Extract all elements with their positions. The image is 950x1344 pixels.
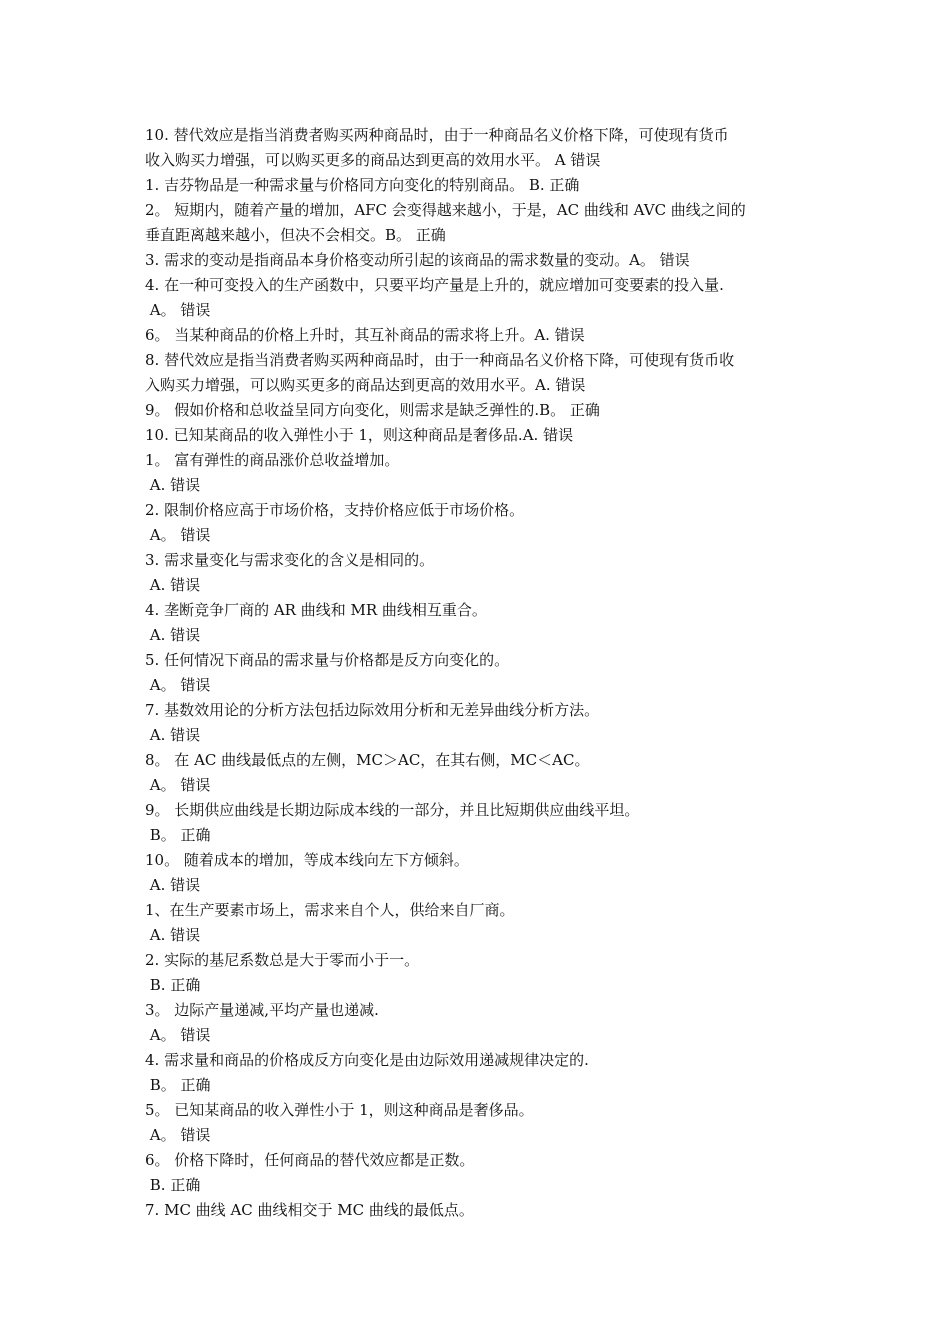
text-line: A。 错误	[145, 1126, 211, 1144]
text-line: 10. 已知某商品的收入弹性小于 1，则这种商品是奢侈品.A. 错误	[145, 426, 574, 444]
text-line: 4. 垄断竞争厂商的 AR 曲线和 MR 曲线相互重合。	[145, 601, 487, 619]
document-page	[145, 123, 815, 1223]
text-line: 3。 边际产量递减,平均产量也递减.	[145, 1001, 379, 1019]
text-line: 7. MC 曲线 AC 曲线相交于 MC 曲线的最低点。	[145, 1201, 474, 1219]
text-line: 收入购买力增强，可以购买更多的商品达到更高的效用水平。 A 错误	[145, 151, 601, 169]
text-line: 9。 长期供应曲线是长期边际成本线的一部分，并且比短期供应曲线平坦。	[145, 801, 640, 819]
text-line: 10。 随着成本的增加，等成本线向左下方倾斜。	[145, 851, 469, 869]
text-line: 5. 任何情况下商品的需求量与价格都是反方向变化的。	[145, 651, 510, 669]
text-line: A. 错误	[145, 876, 201, 894]
text-line: A。 错误	[145, 776, 211, 794]
text-line: 4. 需求量和商品的价格成反方向变化是由边际效用递减规律决定的.	[145, 1051, 589, 1069]
text-line: 1。 富有弹性的商品涨价总收益增加。	[145, 451, 400, 469]
text-line: 5。 已知某商品的收入弹性小于 1，则这种商品是奢侈品。	[145, 1101, 534, 1119]
text-line: A。 错误	[145, 526, 211, 544]
text-line: A。 错误	[145, 301, 211, 319]
text-line: 9。 假如价格和总收益呈同方向变化，则需求是缺乏弹性的.B。 正确	[145, 401, 600, 419]
text-line: 2. 实际的基尼系数总是大于零而小于一。	[145, 951, 420, 969]
text-line: 3. 需求量变化与需求变化的含义是相同的。	[145, 551, 435, 569]
text-line: 6。 价格下降时，任何商品的替代效应都是正数。	[145, 1151, 475, 1169]
text-line: A。 错误	[145, 1026, 211, 1044]
text-line: B. 正确	[145, 1176, 201, 1194]
text-line: 4. 在一种可变投入的生产函数中，只要平均产量是上升的，就应增加可变要素的投入量.	[145, 276, 724, 294]
text-line: 6。 当某种商品的价格上升时，其互补商品的需求将上升。A. 错误	[145, 326, 585, 344]
text-line: 7. 基数效用论的分析方法包括边际效用分析和无差异曲线分析方法。	[145, 701, 600, 719]
text-line: 8。 在 AC 曲线最低点的左侧，MC＞AC，在其右侧，MC＜AC。	[145, 751, 590, 769]
text-line: A。 错误	[145, 676, 211, 694]
text-line: 1、在生产要素市场上，需求来自个人，供给来自厂商。	[145, 901, 515, 919]
text-line: 8. 替代效应是指当消费者购买两种商品时，由于一种商品名义价格下降，可使现有货币收	[145, 351, 735, 369]
text-line: B。 正确	[145, 1076, 211, 1094]
text-line: 2. 限制价格应高于市场价格，支持价格应低于市场价格。	[145, 501, 525, 519]
text-line: 3. 需求的变动是指商品本身价格变动所引起的该商品的需求数量的变动。A。 错误	[145, 251, 690, 269]
text-line: B。 正确	[145, 826, 211, 844]
text-line: A. 错误	[145, 476, 201, 494]
text-line: A. 错误	[145, 576, 201, 594]
text-line: A. 错误	[145, 926, 201, 944]
text-line: 1. 吉芬物品是一种需求量与价格同方向变化的特别商品。 B. 正确	[145, 176, 580, 194]
text-line: A. 错误	[145, 626, 201, 644]
text-line: A. 错误	[145, 726, 201, 744]
text-line: 2。 短期内，随着产量的增加，AFC 会变得越来越小，于是，AC 曲线和 AVC 曲线之间的	[145, 201, 746, 219]
text-line: 垂直距离越来越小，但决不会相交。B。 正确	[145, 226, 446, 244]
text-line: B. 正确	[145, 976, 201, 994]
text-line: 10. 替代效应是指当消费者购买两种商品时，由于一种商品名义价格下降，可使现有货币	[145, 126, 729, 144]
text-line: 入购买力增强，可以购买更多的商品达到更高的效用水平。A. 错误	[145, 376, 586, 394]
